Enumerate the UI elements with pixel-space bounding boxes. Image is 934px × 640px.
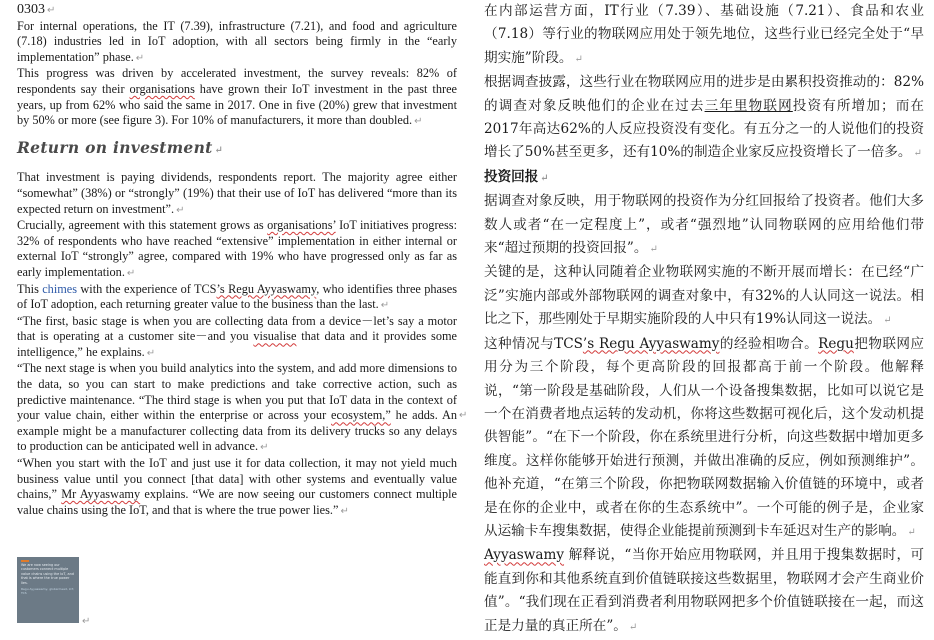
text: 这种情况与TCS xyxy=(484,335,583,352)
accent-bar xyxy=(21,560,29,562)
text: IoT initiatives progress: 32% of respondents who have reached “extensive” implementation in either internal or external IoT “strongly” agree, compared with 19% who have progressed only as far as early implementation. xyxy=(17,218,457,279)
text: 关键的是，这种认同随着企业物联网实施的不断开展而增长：在已经“广泛”实施内部或外部物联网的调查对象中，有32%的人认同这一说法。相比之下，那些刚处于早期实施阶段的人中只有19%认同这一说法。 xyxy=(484,264,924,328)
paragraph-mark: ↵ xyxy=(628,621,638,633)
paragraph-mark: ↵ xyxy=(146,347,156,359)
text: with the experience of TCS xyxy=(77,281,217,296)
text: 的经验相吻合。 xyxy=(719,335,819,352)
text: 在内部运营方面，IT行业（7.39）、基础设施（7.21）、食品和农业（7.18）等行业的物联网应用处于领先地位，这些行业已经完全处于“早期实施”阶段。 xyxy=(484,3,924,66)
paragraph-mark: ↵ xyxy=(380,300,390,312)
pull-quote-thumbnail[interactable] xyxy=(17,557,79,623)
heading-text: 投资回报 xyxy=(484,168,539,185)
page-number xyxy=(17,2,457,19)
spellcheck-word[interactable]: organisations’ xyxy=(267,218,336,233)
paragraph-mark: ↵ xyxy=(883,315,892,327)
text: , who identifies three phases of IoT adoption, each returning greater value to the business than the last. xyxy=(17,281,458,312)
paragraph-mark: ↵ xyxy=(82,616,91,627)
text: For internal operations, the IT (7.39), infrastructure (7.21), and food and agriculture (7.18) industries led in IoT adoption, with all sectors being firmly in the “early implementation” phase. xyxy=(17,18,457,64)
paragraph-mark: ↵ xyxy=(214,144,224,156)
zh-section-heading xyxy=(484,166,924,190)
paragraph-mark: ↵ xyxy=(540,172,549,184)
zh-paragraph-agreement-grows xyxy=(484,261,924,332)
zh-paragraph-internal-operations xyxy=(484,0,924,71)
text: Crucially, agreement with this statement grows as xyxy=(17,218,268,233)
paragraph-dividends xyxy=(17,170,457,218)
text: 把物联网应用分为三个阶段，每个更高阶段的回报都高于前一个阶段。他解释说，“第一阶段是基础阶段，人们从一个设备搜集数据，比如可以说它是一个在消费者地点运转的发动机，你将这些数据可视化后，这个发动机提供智能”。“在下一个阶段，你在系统里进行分析，向这些数据中增加更多维度。这样你能够开始进行预测，并做出准确的反应，例如预测维护”。他补充道，“在第三个阶段，你把物联网数据输入价值链的环境中，或者是在你的企业中，或者在你的生态系统中”。一个可能的例子是，企业家从运输卡车搜集数据，使得企业能提前预测到卡车延迟对生产的影响。 xyxy=(484,335,924,539)
text: 解释说，“当你开始应用物联网，并且用于搜集数据时，可能直到你和其他系统直到价值链联接这些数据里，物联网才会产生商业价值”。“我们现在正看到消费者利用物联网把多个价值链联接在一起，而这正是力量的真正所在”。 xyxy=(484,547,924,634)
spellcheck-word[interactable]: organisations xyxy=(129,81,195,96)
paragraph-first-stage-quote xyxy=(17,314,457,362)
text: This progress was driven by accelerated investment, the survey reveals: 82% of respondents say their xyxy=(17,66,457,96)
text: That investment is paying dividends, respondents report. The majority agree either “somewhat” (38%) or “strongly” (19%) that their use of IoT has delivered “more than its expected return on investment”. xyxy=(17,170,457,216)
text: “The first, basic stage is when you are collecting data from a device－let’s say a motor that is operating at a customer site－and you xyxy=(17,313,457,344)
paragraph-mark: ↵ xyxy=(47,5,56,16)
spellcheck-name[interactable]: Regu xyxy=(818,335,854,352)
spellcheck-word[interactable]: visualise xyxy=(253,329,297,344)
paragraph-next-stage-quote xyxy=(17,361,457,456)
paragraph-mark: ↵ xyxy=(135,52,145,64)
paragraph-mark: ↵ xyxy=(459,410,468,421)
spellcheck-name[interactable]: ’s Regu Ayyaswamy xyxy=(582,335,720,352)
english-column xyxy=(17,2,457,519)
zh-paragraph-dividends xyxy=(484,190,924,261)
paragraph-mark: ↵ xyxy=(176,204,185,216)
text: “When you start with the IoT and just use it for data collection, it may not yield much business value until you connect [that data] with other systems and eventually value chains,” xyxy=(17,456,457,502)
thumbnail-caption: Regu Ayyaswamy, global head, IoT, TCS xyxy=(21,587,75,596)
zh-paragraph-investment-progress xyxy=(484,71,924,166)
paragraph-tcs-experience xyxy=(17,282,457,314)
paragraph-mark: ↵ xyxy=(126,267,136,279)
spellcheck-name[interactable]: ’s Regu Ayyaswamy xyxy=(216,281,317,296)
spellcheck-word[interactable]: ecosystem,” xyxy=(331,408,391,423)
page-number-text: 0303 xyxy=(17,2,45,17)
text: he adds. An example might be a manufacturer collecting data from its delivery trucks so any delays to production can be anticipated well in advance. xyxy=(17,408,457,454)
text: explains. “We are now seeing our customers connect multiple value chains using the IoT, and that is where the true power lies.” xyxy=(17,487,457,517)
spellcheck-name[interactable]: Ayyaswamy xyxy=(484,547,565,564)
zh-paragraph-tcs-experience xyxy=(484,333,924,545)
spellcheck-name[interactable]: Mr Ayyaswamy xyxy=(61,487,141,502)
text: 据调查对象反映，用于物联网的投资作为分红回报给了投资者。他们大多数人或者“在一定程度上”，或者“强烈地”认同物联网的应用给他们带来“超过预期的投资回报”。 xyxy=(484,193,924,257)
paragraph-mark: ↵ xyxy=(260,442,269,454)
paragraph-mark: ↵ xyxy=(340,505,349,517)
text: that data and it provides some intelligence,” he explains. xyxy=(17,329,457,359)
paragraph-mark: ↵ xyxy=(574,53,583,65)
paragraph-value-chains-quote xyxy=(17,456,457,519)
paragraph-internal-operations xyxy=(17,19,457,67)
text: have grown their IoT investment in the past three years, up from 62% who said the same in 2017. One in five (20%) grew that investment by 50% or more (see figure 3). For 10% of manufacturers, it more than doubled. xyxy=(17,81,457,128)
text: 根据调查披露，这些行业在物联网应用的进步是由累积投资推动的：82%的调查对象反映他们的企业在过去 xyxy=(484,74,924,114)
paragraph-agreement-grows xyxy=(17,218,457,281)
text: “The next stage is when you build analytics into the system, and add more dimensions to the data, so you can start to make predictions and take corrective action, such as predictive maintenance. “The third stage is when you put that IoT data in the context of your value chain, either within the enterprise or across your xyxy=(17,361,457,423)
section-heading-return-on-investment xyxy=(17,137,457,159)
paragraph-mark: ↵ xyxy=(907,526,916,538)
paragraph-mark: ↵ xyxy=(649,244,658,256)
thumbnail-quote: We are now seeing our customers connect multiple value chains using the IoT, and that is where the true power lies. xyxy=(21,563,74,585)
paragraph-mark: ↵ xyxy=(414,116,423,128)
underlined-phrase: 三年里物联网 xyxy=(704,97,793,114)
paragraph-investment-progress xyxy=(17,66,457,129)
highlighted-word: chimes xyxy=(42,281,78,296)
chinese-column xyxy=(484,0,924,639)
text: This xyxy=(17,281,43,296)
zh-paragraph-value-chains xyxy=(484,544,924,639)
paragraph-mark: ↵ xyxy=(913,148,922,160)
heading-text: Return on investment xyxy=(17,137,213,157)
text: 投资有所增加；而在2017年高达62%的人反应投资没有变化。有五分之一的人说他们的投资增长了50%甚至更多，还有10%的制造企业家反应投资增长了一倍多。 xyxy=(484,97,925,161)
